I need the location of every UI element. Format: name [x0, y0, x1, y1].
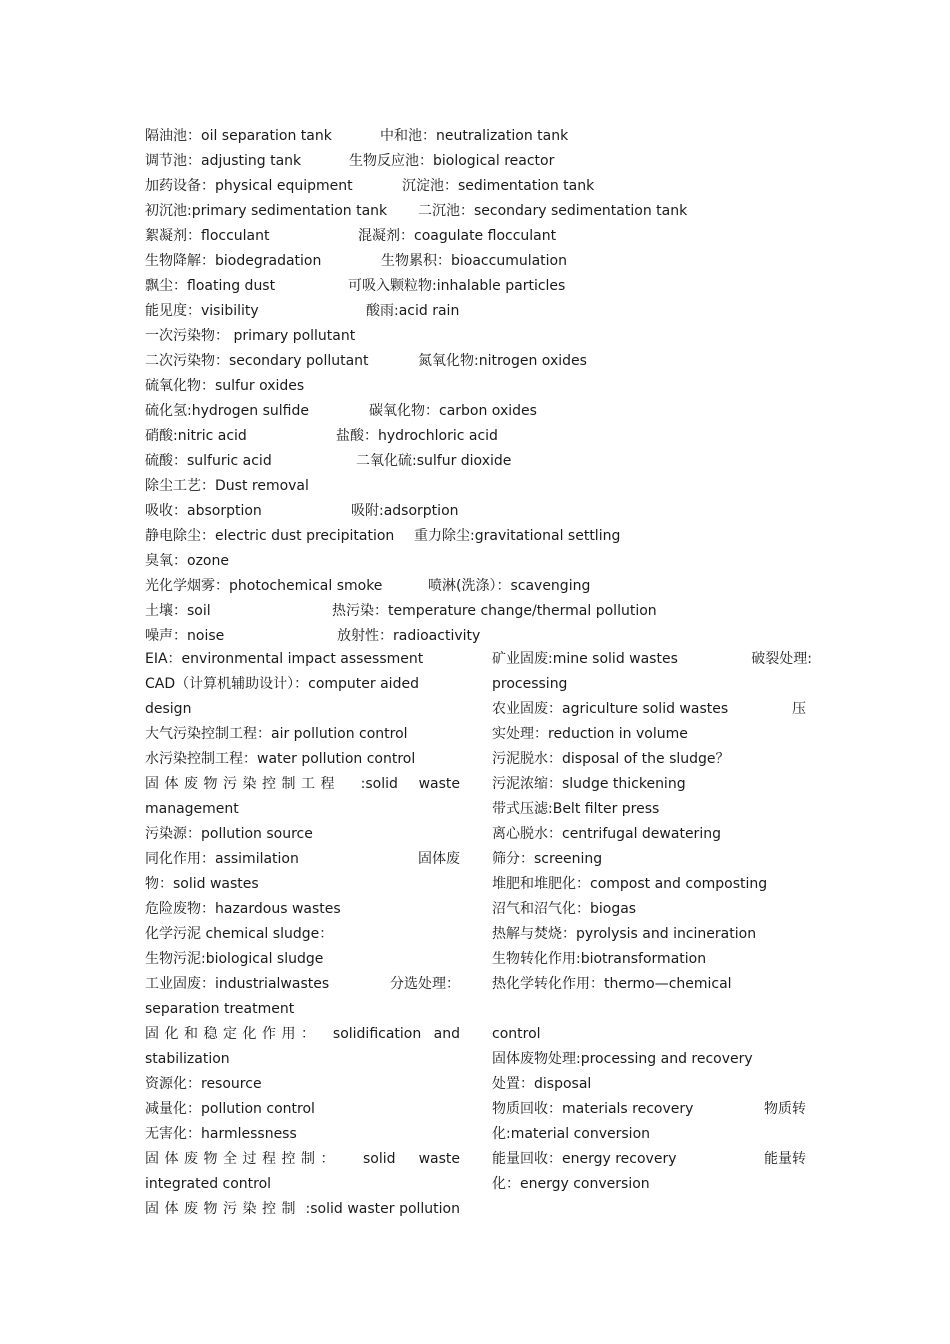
- term: 吸收：absorption: [145, 503, 262, 519]
- term: 生物反应池：biological reactor: [349, 153, 555, 169]
- term: management: [145, 801, 239, 817]
- term: 水污染控制工程：water pollution control: [145, 751, 416, 767]
- term: 除尘工艺：Dust removal: [145, 478, 309, 494]
- term: 化：energy conversion: [492, 1176, 650, 1192]
- term: 噪声：noise: [145, 628, 225, 644]
- term: processing: [492, 676, 568, 692]
- term: 危险废物：hazardous wastes: [145, 901, 341, 917]
- term: 减量化：pollution control: [145, 1101, 315, 1117]
- term: 固体废物污染控制 :solid waster pollution: [145, 1201, 460, 1217]
- term: 堆肥和堆肥化：compost and composting: [492, 876, 768, 892]
- term: 喷淋(洗涤）：scavenging: [428, 578, 591, 594]
- term: 带式压滤:Belt filter press: [492, 801, 660, 817]
- term: 隔油池：oil separation tank: [145, 128, 332, 144]
- term: 混凝剂：coagulate flocculant: [358, 228, 557, 244]
- term: 同化作用：assimilation 固体废: [145, 851, 460, 867]
- term: 无害化：harmlessness: [145, 1126, 297, 1142]
- term: 硫酸：sulfuric acid: [145, 453, 272, 469]
- term: 沼气和沼气化：biogas: [492, 901, 637, 917]
- glossary-left-column: [145, 647, 460, 1222]
- term: 污泥脱水：disposal of the sludge？: [492, 751, 730, 767]
- term: control: [492, 1026, 541, 1042]
- term: 筛分：screening: [492, 851, 603, 867]
- term: 重力除尘:gravitational settling: [414, 528, 621, 544]
- term: 盐酸：hydrochloric acid: [336, 428, 498, 444]
- term: 工业固废：industrialwastes 分选处理：: [145, 976, 460, 992]
- term: design: [145, 701, 192, 717]
- term: 酸雨:acid rain: [366, 303, 460, 319]
- term: 实处理：reduction in volume: [492, 726, 688, 742]
- term: CAD（计算机辅助设计）：computer aided: [145, 676, 419, 692]
- term: 物：solid wastes: [145, 876, 259, 892]
- term: 固体废物全过程控制： solid waste: [145, 1151, 460, 1167]
- term: 固体废物处理:processing and recovery: [492, 1051, 753, 1067]
- term: 大气污染控制工程：air pollution control: [145, 726, 408, 742]
- term: 农业固废：agriculture solid wastes 压: [492, 701, 806, 717]
- term: 污染源：pollution source: [145, 826, 313, 842]
- term: 矿业固废:mine solid wastes 破裂处理:: [492, 651, 812, 667]
- term: integrated control: [145, 1176, 272, 1192]
- term: stabilization: [145, 1051, 230, 1067]
- term: 臭氧：ozone: [145, 553, 229, 569]
- term: 硝酸:nitric acid: [145, 428, 247, 444]
- term: 加药设备：physical equipment: [145, 178, 353, 194]
- term: 能量回收：energy recovery 能量转: [492, 1151, 806, 1167]
- term: 生物降解：biodegradation: [145, 253, 322, 269]
- term: 氮氧化物:nitrogen oxides: [418, 353, 587, 369]
- term: 硫化氢:hydrogen sulfide: [145, 403, 309, 419]
- term: 二沉池：secondary sedimentation tank: [418, 203, 688, 219]
- term: 物质回收：materials recovery 物质转: [492, 1101, 806, 1117]
- term: 热污染：temperature change/thermal pollution: [332, 603, 657, 619]
- term: 碳氧化物：carbon oxides: [369, 403, 537, 419]
- term: 中和池：neutralization tank: [380, 128, 569, 144]
- term: 土壤：soil: [145, 603, 211, 619]
- term: 污泥浓缩：sludge thickening: [492, 776, 686, 792]
- term: 离心脱水：centrifugal dewatering: [492, 826, 721, 842]
- term: 化学污泥 chemical sludge：: [145, 926, 334, 942]
- term: 初沉池:primary sedimentation tank: [145, 203, 388, 219]
- term: 光化学烟雾：photochemical smoke: [145, 578, 383, 594]
- term: 沉淀池：sedimentation tank: [402, 178, 595, 194]
- term: 处置：disposal: [492, 1076, 592, 1092]
- term: 固体废物污染控制工程 :solid waste: [145, 776, 460, 792]
- term: 资源化：resource: [145, 1076, 262, 1092]
- term: 飘尘：floating dust: [145, 278, 276, 294]
- term: 二次污染物：secondary pollutant: [145, 353, 369, 369]
- term: 热解与焚烧：pyrolysis and incineration: [492, 926, 757, 942]
- term: EIA：environmental impact assessment: [145, 651, 424, 667]
- term: 生物污泥:biological sludge: [145, 951, 324, 967]
- term: 能见度：visibility: [145, 303, 259, 319]
- term: 化:material conversion: [492, 1126, 651, 1142]
- term: 生物累积：bioaccumulation: [381, 253, 567, 269]
- term: 热化学转化作用：thermo—chemical: [492, 976, 732, 992]
- term: 固化和稳定化作用： solidification and: [145, 1026, 460, 1042]
- term: 调节池：adjusting tank: [145, 153, 302, 169]
- term: separation treatment: [145, 1001, 295, 1017]
- glossary-right-column: [492, 647, 812, 1197]
- term: 絮凝剂：flocculant: [145, 228, 270, 244]
- term: 吸附:adsorption: [351, 503, 459, 519]
- term: 硫氧化物：sulfur oxides: [145, 378, 305, 394]
- term: 放射性：radioactivity: [337, 628, 481, 644]
- term: 一次污染物： primary pollutant: [145, 328, 356, 344]
- term: 二氧化硫:sulfur dioxide: [356, 453, 512, 469]
- term: 可吸入颗粒物:inhalable particles: [348, 278, 566, 294]
- term: 生物转化作用:biotransformation: [492, 951, 707, 967]
- term: 静电除尘：electric dust precipitation: [145, 528, 395, 544]
